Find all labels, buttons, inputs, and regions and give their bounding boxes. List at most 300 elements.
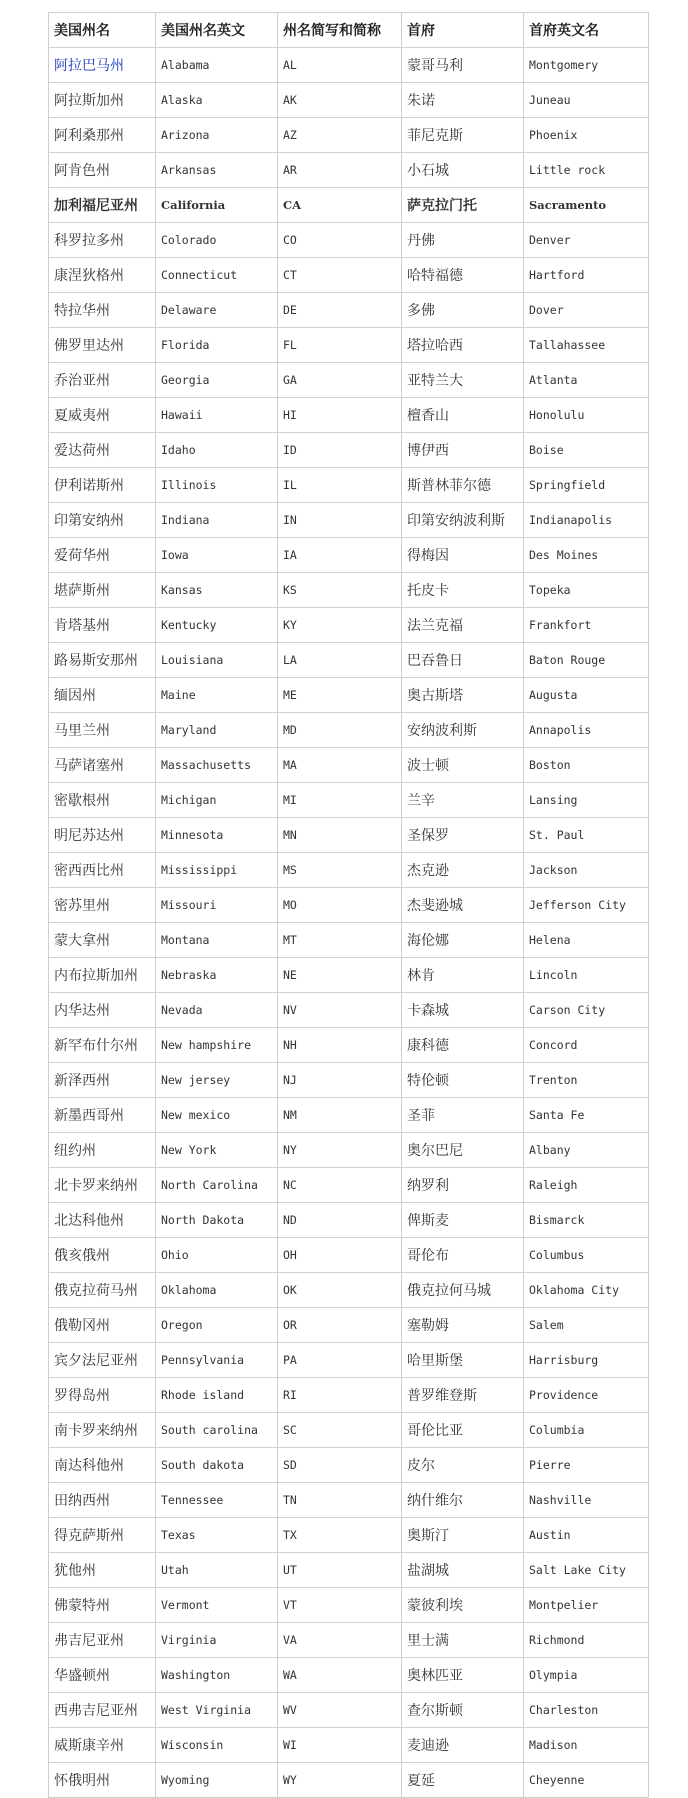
- header-row: [49, 13, 649, 48]
- cell-state-abbr: UT: [278, 1553, 402, 1588]
- table-row: [49, 1483, 649, 1518]
- table-row: [49, 1028, 649, 1063]
- cell-capital-en: Pierre: [524, 1448, 649, 1483]
- cell-capital-en: Santa Fe: [524, 1098, 649, 1133]
- cell-capital-en: Columbia: [524, 1413, 649, 1448]
- cell-capital-en: Dover: [524, 293, 649, 328]
- cell-state-name-zh: 密歇根州: [49, 783, 156, 818]
- table-row: [49, 503, 649, 538]
- cell-state-name-en: Montana: [156, 923, 278, 958]
- cell-state-name-en: Kentucky: [156, 608, 278, 643]
- cell-state-abbr: TN: [278, 1483, 402, 1518]
- cell-capital-zh: 印第安纳波利斯: [402, 503, 524, 538]
- cell-state-abbr: MD: [278, 713, 402, 748]
- table-row: [49, 1658, 649, 1693]
- cell-state-name-zh: 马里兰州: [49, 713, 156, 748]
- cell-capital-zh: 麦迪逊: [402, 1728, 524, 1763]
- cell-capital-zh: 法兰克福: [402, 608, 524, 643]
- cell-state-name-zh: 南达科他州: [49, 1448, 156, 1483]
- table-row: [49, 1588, 649, 1623]
- cell-capital-en: Oklahoma City: [524, 1273, 649, 1308]
- table-row: [49, 783, 649, 818]
- cell-capital-en: Providence: [524, 1378, 649, 1413]
- cell-capital-zh: 圣保罗: [402, 818, 524, 853]
- cell-state-abbr: IA: [278, 538, 402, 573]
- cell-state-name-en: Kansas: [156, 573, 278, 608]
- table-row: [49, 1308, 649, 1343]
- cell-capital-en: Boise: [524, 433, 649, 468]
- cell-capital-en: Lincoln: [524, 958, 649, 993]
- cell-capital-zh: 纳罗利: [402, 1168, 524, 1203]
- table-row: [49, 1203, 649, 1238]
- cell-state-name-zh: 密西西比州: [49, 853, 156, 888]
- cell-capital-en: Columbus: [524, 1238, 649, 1273]
- cell-capital-zh: 林肯: [402, 958, 524, 993]
- table-row: [49, 1273, 649, 1308]
- state-link[interactable]: 阿拉巴马州: [54, 58, 124, 74]
- cell-state-name-en: North Carolina: [156, 1168, 278, 1203]
- cell-state-name-en: Indiana: [156, 503, 278, 538]
- table-row: [49, 188, 649, 223]
- cell-state-name-zh: 弗吉尼亚州: [49, 1623, 156, 1658]
- cell-state-name-zh: 纽约州: [49, 1133, 156, 1168]
- cell-state-abbr: ID: [278, 433, 402, 468]
- cell-capital-zh: 亚特兰大: [402, 363, 524, 398]
- cell-capital-en: Juneau: [524, 83, 649, 118]
- table-row: [49, 818, 649, 853]
- cell-capital-zh: 丹佛: [402, 223, 524, 258]
- cell-state-abbr: NE: [278, 958, 402, 993]
- cell-state-name-en: South carolina: [156, 1413, 278, 1448]
- header-state-abbr: 州名简写和简称: [278, 13, 402, 48]
- cell-capital-en: Jefferson City: [524, 888, 649, 923]
- cell-capital-zh: 特伦顿: [402, 1063, 524, 1098]
- cell-capital-en: St. Paul: [524, 818, 649, 853]
- cell-state-name-en: Rhode island: [156, 1378, 278, 1413]
- cell-capital-en: Trenton: [524, 1063, 649, 1098]
- cell-state-name-zh: 俄勒冈州: [49, 1308, 156, 1343]
- cell-capital-zh: 塔拉哈西: [402, 328, 524, 363]
- cell-state-abbr: NM: [278, 1098, 402, 1133]
- cell-state-name-zh: 俄亥俄州: [49, 1238, 156, 1273]
- cell-state-name-zh: 南卡罗来纳州: [49, 1413, 156, 1448]
- cell-state-name-en: Wyoming: [156, 1763, 278, 1798]
- cell-state-abbr: OH: [278, 1238, 402, 1273]
- cell-state-abbr: DE: [278, 293, 402, 328]
- cell-capital-zh: 博伊西: [402, 433, 524, 468]
- cell-capital-en: Salem: [524, 1308, 649, 1343]
- cell-state-name-zh: [49, 48, 156, 83]
- cell-state-abbr: KY: [278, 608, 402, 643]
- cell-state-name-en: Illinois: [156, 468, 278, 503]
- cell-state-abbr: NC: [278, 1168, 402, 1203]
- cell-state-name-zh: 得克萨斯州: [49, 1518, 156, 1553]
- cell-state-abbr: NH: [278, 1028, 402, 1063]
- table-body: [49, 48, 649, 1798]
- cell-state-name-zh: 密苏里州: [49, 888, 156, 923]
- cell-state-name-en: New jersey: [156, 1063, 278, 1098]
- cell-state-name-zh: 北达科他州: [49, 1203, 156, 1238]
- cell-capital-zh: 俾斯麦: [402, 1203, 524, 1238]
- cell-state-name-zh: 罗得岛州: [49, 1378, 156, 1413]
- table-row: [49, 1728, 649, 1763]
- cell-state-name-zh: 肯塔基州: [49, 608, 156, 643]
- cell-state-name-en: Arkansas: [156, 153, 278, 188]
- cell-state-name-en: Washington: [156, 1658, 278, 1693]
- cell-state-name-en: Iowa: [156, 538, 278, 573]
- cell-state-abbr: FL: [278, 328, 402, 363]
- cell-state-abbr: ND: [278, 1203, 402, 1238]
- table-row: [49, 1623, 649, 1658]
- cell-state-abbr: ME: [278, 678, 402, 713]
- cell-state-abbr: MS: [278, 853, 402, 888]
- cell-state-abbr: VT: [278, 1588, 402, 1623]
- table-row: [49, 1098, 649, 1133]
- cell-state-abbr: TX: [278, 1518, 402, 1553]
- cell-state-name-en: Alabama: [156, 48, 278, 83]
- cell-state-name-zh: 明尼苏达州: [49, 818, 156, 853]
- cell-state-name-zh: 蒙大拿州: [49, 923, 156, 958]
- cell-state-name-en: Alaska: [156, 83, 278, 118]
- cell-capital-zh: 檀香山: [402, 398, 524, 433]
- table-row: [49, 1343, 649, 1378]
- cell-capital-en: Sacramento: [524, 188, 649, 223]
- cell-state-name-en: New mexico: [156, 1098, 278, 1133]
- table-row: [49, 713, 649, 748]
- cell-state-abbr: LA: [278, 643, 402, 678]
- cell-state-name-en: Louisiana: [156, 643, 278, 678]
- cell-state-name-en: Idaho: [156, 433, 278, 468]
- cell-capital-zh: 皮尔: [402, 1448, 524, 1483]
- cell-state-name-en: New hampshire: [156, 1028, 278, 1063]
- cell-state-abbr: WA: [278, 1658, 402, 1693]
- cell-capital-zh: 斯普林菲尔德: [402, 468, 524, 503]
- cell-capital-zh: 卡森城: [402, 993, 524, 1028]
- cell-state-name-en: Delaware: [156, 293, 278, 328]
- cell-state-name-en: Wisconsin: [156, 1728, 278, 1763]
- cell-state-abbr: NV: [278, 993, 402, 1028]
- cell-state-name-zh: 怀俄明州: [49, 1763, 156, 1798]
- table-row: [49, 48, 649, 83]
- cell-capital-en: Carson City: [524, 993, 649, 1028]
- cell-capital-en: Raleigh: [524, 1168, 649, 1203]
- cell-state-name-en: Ohio: [156, 1238, 278, 1273]
- table-row: [49, 608, 649, 643]
- cell-state-name-zh: 华盛顿州: [49, 1658, 156, 1693]
- cell-state-abbr: MO: [278, 888, 402, 923]
- cell-state-abbr: HI: [278, 398, 402, 433]
- cell-state-abbr: WY: [278, 1763, 402, 1798]
- cell-capital-zh: 哈特福德: [402, 258, 524, 293]
- cell-capital-en: Austin: [524, 1518, 649, 1553]
- cell-capital-en: Boston: [524, 748, 649, 783]
- cell-capital-zh: 奥古斯塔: [402, 678, 524, 713]
- cell-capital-en: Helena: [524, 923, 649, 958]
- cell-state-name-en: Minnesota: [156, 818, 278, 853]
- cell-capital-en: Concord: [524, 1028, 649, 1063]
- cell-capital-en: Tallahassee: [524, 328, 649, 363]
- cell-capital-zh: 杰克逊: [402, 853, 524, 888]
- cell-capital-en: Cheyenne: [524, 1763, 649, 1798]
- cell-capital-zh: 海伦娜: [402, 923, 524, 958]
- cell-capital-zh: 查尔斯顿: [402, 1693, 524, 1728]
- cell-capital-en: Little rock: [524, 153, 649, 188]
- cell-state-name-en: Vermont: [156, 1588, 278, 1623]
- cell-state-name-en: Hawaii: [156, 398, 278, 433]
- cell-capital-en: Charleston: [524, 1693, 649, 1728]
- cell-state-name-en: Utah: [156, 1553, 278, 1588]
- cell-capital-en: Jackson: [524, 853, 649, 888]
- cell-capital-zh: 奥斯汀: [402, 1518, 524, 1553]
- cell-capital-zh: 盐湖城: [402, 1553, 524, 1588]
- cell-state-name-zh: 加利福尼亚州: [49, 188, 156, 223]
- cell-state-name-zh: 康涅狄格州: [49, 258, 156, 293]
- cell-state-name-zh: 阿利桑那州: [49, 118, 156, 153]
- table-row: [49, 433, 649, 468]
- table-row: [49, 1378, 649, 1413]
- table-row: [49, 363, 649, 398]
- cell-capital-zh: 哥伦比亚: [402, 1413, 524, 1448]
- cell-capital-en: Phoenix: [524, 118, 649, 153]
- cell-capital-en: Montgomery: [524, 48, 649, 83]
- cell-capital-zh: 菲尼克斯: [402, 118, 524, 153]
- table-row: [49, 223, 649, 258]
- cell-state-abbr: CT: [278, 258, 402, 293]
- cell-state-abbr: VA: [278, 1623, 402, 1658]
- cell-capital-zh: 圣菲: [402, 1098, 524, 1133]
- cell-state-name-en: Florida: [156, 328, 278, 363]
- cell-state-name-zh: 特拉华州: [49, 293, 156, 328]
- cell-capital-zh: 朱诺: [402, 83, 524, 118]
- cell-capital-en: Des Moines: [524, 538, 649, 573]
- cell-state-name-zh: 新罕布什尔州: [49, 1028, 156, 1063]
- cell-state-name-en: Nebraska: [156, 958, 278, 993]
- cell-capital-en: Honolulu: [524, 398, 649, 433]
- cell-state-name-zh: 阿肯色州: [49, 153, 156, 188]
- table-row: [49, 153, 649, 188]
- cell-state-name-zh: 堪萨斯州: [49, 573, 156, 608]
- cell-state-name-zh: 新墨西哥州: [49, 1098, 156, 1133]
- cell-state-abbr: MN: [278, 818, 402, 853]
- cell-state-abbr: IN: [278, 503, 402, 538]
- cell-state-name-zh: 宾夕法尼亚州: [49, 1343, 156, 1378]
- cell-state-abbr: OR: [278, 1308, 402, 1343]
- cell-state-name-en: Arizona: [156, 118, 278, 153]
- table-row: [49, 573, 649, 608]
- cell-capital-zh: 俄克拉何马城: [402, 1273, 524, 1308]
- table-row: [49, 538, 649, 573]
- cell-state-name-en: Michigan: [156, 783, 278, 818]
- cell-capital-zh: 纳什维尔: [402, 1483, 524, 1518]
- cell-state-name-en: Connecticut: [156, 258, 278, 293]
- cell-state-name-en: Pennsylvania: [156, 1343, 278, 1378]
- cell-capital-zh: 蒙彼利埃: [402, 1588, 524, 1623]
- table-row: [49, 1238, 649, 1273]
- cell-state-name-en: Mississippi: [156, 853, 278, 888]
- cell-state-name-zh: 佛罗里达州: [49, 328, 156, 363]
- table-row: [49, 1693, 649, 1728]
- cell-state-name-en: West Virginia: [156, 1693, 278, 1728]
- table-row: [49, 748, 649, 783]
- table-row: [49, 1413, 649, 1448]
- cell-state-abbr: SC: [278, 1413, 402, 1448]
- cell-capital-en: Olympia: [524, 1658, 649, 1693]
- cell-state-name-zh: 印第安纳州: [49, 503, 156, 538]
- cell-state-abbr: RI: [278, 1378, 402, 1413]
- table-row: [49, 923, 649, 958]
- cell-state-name-en: Oklahoma: [156, 1273, 278, 1308]
- cell-state-name-en: Oregon: [156, 1308, 278, 1343]
- table-row: [49, 1518, 649, 1553]
- table-row: [49, 643, 649, 678]
- cell-capital-zh: 小石城: [402, 153, 524, 188]
- cell-state-name-en: Nevada: [156, 993, 278, 1028]
- cell-capital-zh: 奥林匹亚: [402, 1658, 524, 1693]
- cell-state-name-zh: 田纳西州: [49, 1483, 156, 1518]
- cell-state-abbr: NY: [278, 1133, 402, 1168]
- cell-state-name-zh: 内华达州: [49, 993, 156, 1028]
- cell-capital-zh: 兰辛: [402, 783, 524, 818]
- cell-state-name-en: North Dakota: [156, 1203, 278, 1238]
- cell-capital-en: Topeka: [524, 573, 649, 608]
- cell-state-name-zh: 新泽西州: [49, 1063, 156, 1098]
- cell-capital-zh: 安纳波利斯: [402, 713, 524, 748]
- cell-capital-zh: 普罗维登斯: [402, 1378, 524, 1413]
- cell-capital-en: Nashville: [524, 1483, 649, 1518]
- cell-state-abbr: PA: [278, 1343, 402, 1378]
- cell-capital-en: Denver: [524, 223, 649, 258]
- cell-state-name-zh: 佛蒙特州: [49, 1588, 156, 1623]
- cell-state-name-en: Maine: [156, 678, 278, 713]
- table-row: [49, 888, 649, 923]
- cell-state-name-zh: 伊利诺斯州: [49, 468, 156, 503]
- cell-state-name-zh: 内布拉斯加州: [49, 958, 156, 993]
- cell-state-abbr: CA: [278, 188, 402, 223]
- cell-state-name-zh: 爱达荷州: [49, 433, 156, 468]
- cell-state-name-zh: 俄克拉荷马州: [49, 1273, 156, 1308]
- cell-state-name-en: Missouri: [156, 888, 278, 923]
- cell-capital-en: Albany: [524, 1133, 649, 1168]
- table-row: [49, 293, 649, 328]
- cell-capital-zh: 里士满: [402, 1623, 524, 1658]
- cell-state-abbr: AZ: [278, 118, 402, 153]
- header-state-name-zh: 美国州名: [49, 13, 156, 48]
- table-row: [49, 398, 649, 433]
- cell-capital-zh: 波士顿: [402, 748, 524, 783]
- cell-capital-zh: 巴吞鲁日: [402, 643, 524, 678]
- cell-state-name-en: South dakota: [156, 1448, 278, 1483]
- table-row: [49, 1448, 649, 1483]
- cell-state-name-en: Maryland: [156, 713, 278, 748]
- table-row: [49, 1553, 649, 1588]
- cell-state-abbr: AR: [278, 153, 402, 188]
- cell-capital-zh: 多佛: [402, 293, 524, 328]
- cell-capital-zh: 蒙哥马利: [402, 48, 524, 83]
- cell-capital-zh: 托皮卡: [402, 573, 524, 608]
- cell-capital-en: Madison: [524, 1728, 649, 1763]
- cell-capital-en: Atlanta: [524, 363, 649, 398]
- cell-state-name-en: Colorado: [156, 223, 278, 258]
- cell-state-name-zh: 缅因州: [49, 678, 156, 713]
- cell-capital-en: Indianapolis: [524, 503, 649, 538]
- cell-capital-en: Frankfort: [524, 608, 649, 643]
- table-row: [49, 468, 649, 503]
- cell-state-name-zh: 马萨诸塞州: [49, 748, 156, 783]
- cell-state-name-zh: 科罗拉多州: [49, 223, 156, 258]
- cell-state-abbr: WI: [278, 1728, 402, 1763]
- cell-state-abbr: MT: [278, 923, 402, 958]
- cell-state-name-zh: 爱荷华州: [49, 538, 156, 573]
- cell-state-name-zh: 阿拉斯加州: [49, 83, 156, 118]
- cell-capital-zh: 萨克拉门托: [402, 188, 524, 223]
- table-row: [49, 118, 649, 153]
- cell-state-name-en: Texas: [156, 1518, 278, 1553]
- table-row: [49, 1133, 649, 1168]
- cell-state-abbr: IL: [278, 468, 402, 503]
- table-row: [49, 328, 649, 363]
- cell-capital-zh: 得梅因: [402, 538, 524, 573]
- cell-capital-en: Salt Lake City: [524, 1553, 649, 1588]
- cell-capital-zh: 夏延: [402, 1763, 524, 1798]
- table-row: [49, 958, 649, 993]
- table-row: [49, 83, 649, 118]
- cell-state-abbr: MI: [278, 783, 402, 818]
- cell-state-name-zh: 北卡罗来纳州: [49, 1168, 156, 1203]
- cell-capital-en: Baton Rouge: [524, 643, 649, 678]
- cell-capital-zh: 哥伦布: [402, 1238, 524, 1273]
- cell-state-name-en: Virginia: [156, 1623, 278, 1658]
- cell-capital-en: Montpelier: [524, 1588, 649, 1623]
- table-row: [49, 993, 649, 1028]
- table-row: [49, 1063, 649, 1098]
- cell-capital-zh: 康科德: [402, 1028, 524, 1063]
- table-row: [49, 258, 649, 293]
- table-row: [49, 1168, 649, 1203]
- cell-capital-en: Harrisburg: [524, 1343, 649, 1378]
- cell-capital-zh: 奥尔巴尼: [402, 1133, 524, 1168]
- cell-state-abbr: NJ: [278, 1063, 402, 1098]
- cell-state-abbr: WV: [278, 1693, 402, 1728]
- header-capital-zh: 首府: [402, 13, 524, 48]
- cell-capital-en: Bismarck: [524, 1203, 649, 1238]
- cell-state-abbr: SD: [278, 1448, 402, 1483]
- states-table: [48, 12, 649, 1798]
- cell-capital-en: Richmond: [524, 1623, 649, 1658]
- cell-state-name-en: New York: [156, 1133, 278, 1168]
- cell-state-name-zh: 路易斯安那州: [49, 643, 156, 678]
- cell-state-abbr: OK: [278, 1273, 402, 1308]
- cell-state-abbr: MA: [278, 748, 402, 783]
- cell-state-name-zh: 夏威夷州: [49, 398, 156, 433]
- cell-capital-en: Annapolis: [524, 713, 649, 748]
- cell-capital-en: Augusta: [524, 678, 649, 713]
- table-row: [49, 678, 649, 713]
- cell-capital-zh: 哈里斯堡: [402, 1343, 524, 1378]
- cell-capital-en: Springfield: [524, 468, 649, 503]
- cell-state-abbr: GA: [278, 363, 402, 398]
- cell-state-name-en: California: [156, 188, 278, 223]
- cell-capital-en: Lansing: [524, 783, 649, 818]
- cell-capital-zh: 杰斐逊城: [402, 888, 524, 923]
- cell-state-abbr: AK: [278, 83, 402, 118]
- header-capital-en: 首府英文名: [524, 13, 649, 48]
- cell-state-abbr: AL: [278, 48, 402, 83]
- table-row: [49, 853, 649, 888]
- cell-state-name-zh: 威斯康辛州: [49, 1728, 156, 1763]
- cell-state-abbr: CO: [278, 223, 402, 258]
- cell-state-name-en: Tennessee: [156, 1483, 278, 1518]
- cell-state-name-zh: 犹他州: [49, 1553, 156, 1588]
